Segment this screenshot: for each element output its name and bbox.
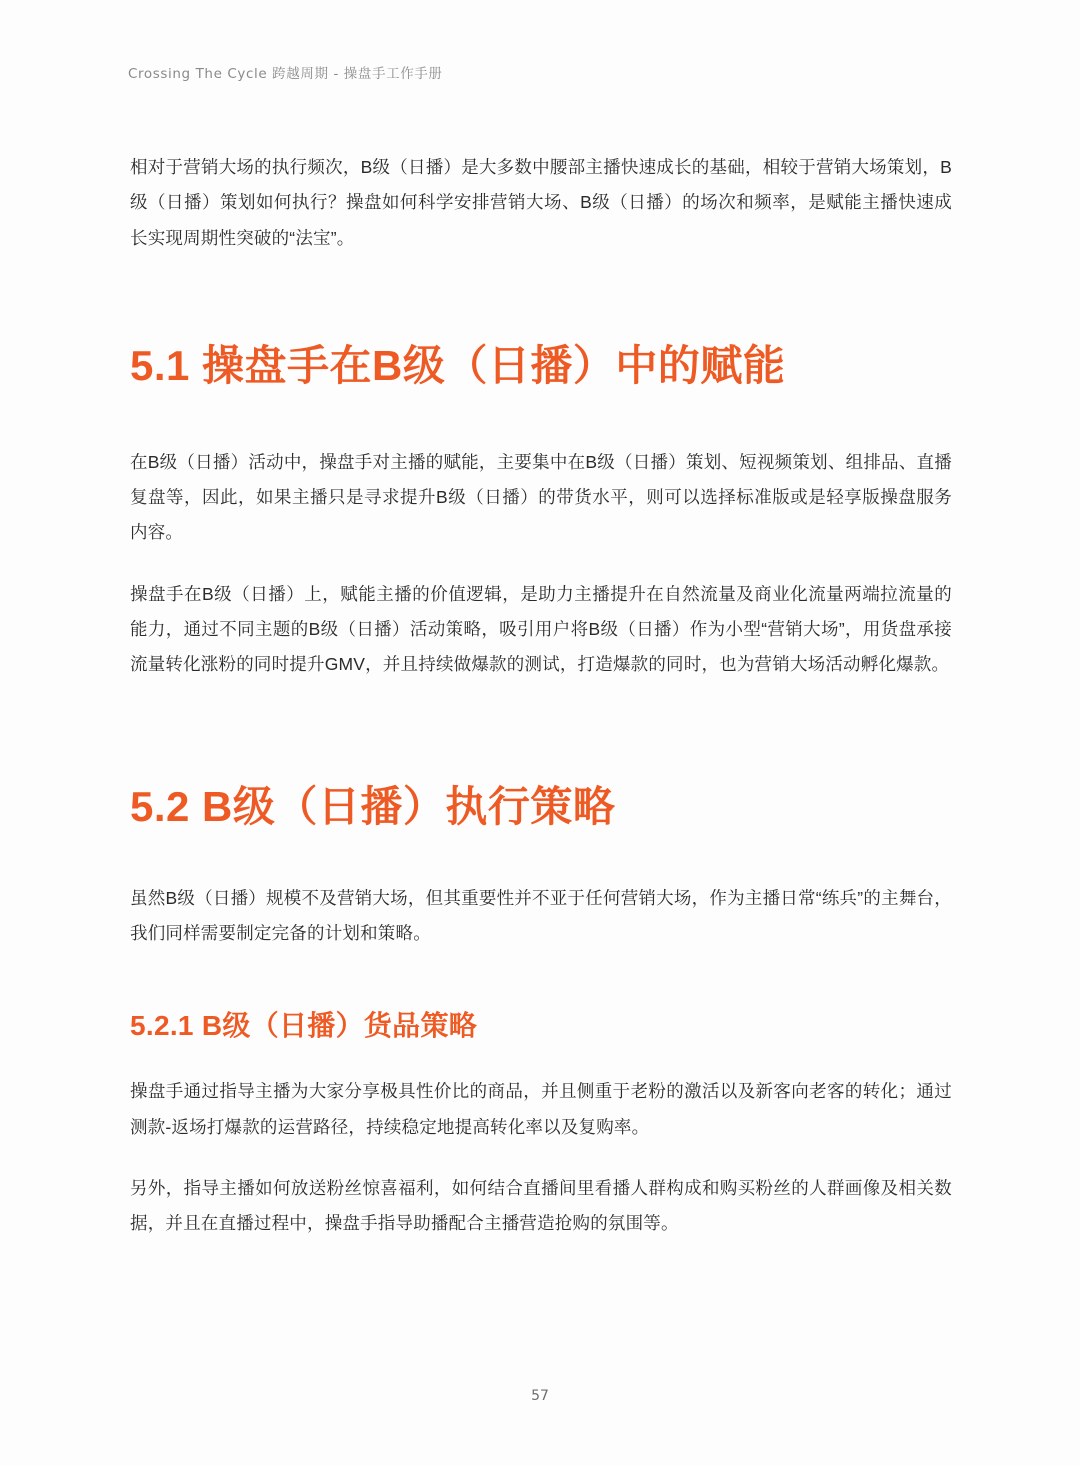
heading-5-1: 5.1 操盘手在B级（日播）中的赋能	[130, 342, 786, 390]
heading-5-2: 5.2 B级（日播）执行策略	[130, 782, 616, 830]
paragraph-5-2-1: 虽然B级（日播）规模不及营销大场，但其重要性并不亚于任何营销大场，作为主播日常“练兵”的主舞台，我们同样需要制定完备的计划和策略。	[130, 888, 952, 944]
paragraph-5-2-1-2: 另外，指导主播如何放送粉丝惊喜福利，如何结合直播间里看播人群构成和购买粉丝的人群画像及相关数据，并且在直播过程中，操盘手指导助播配合主播营造抢购的氛围等。	[130, 1177, 952, 1234]
paragraph-5-1-2: 操盘手在B级（日播）上，赋能主播的价值逻辑，是助力主播提升在自然流量及商业化流量两端拉流量的能力，通过不同主题的B级（日播）活动策略，吸引用户将B级（日播）作为小型“营销大场”，用货盘承接流量转化涨粉的同时提升GMV，并且持续做爆款的测试，打造爆款的同时，也为营销大场活动孵化爆款。	[130, 583, 952, 675]
paragraph-5-1-1: 在B级（日播）活动中，操盘手对主播的赋能，主要集中在B级（日播）策划、短视频策划、组排品、直播复盘等，因此，如果主播只是寻求提升B级（日播）的带货水平，则可以选择标准版或是轻享版操盘服务内容。	[130, 451, 952, 543]
intro-paragraph: 相对于营销大场的执行频次，B级（日播）是大多数中腰部主播快速成长的基础，相较于营销大场策划，B级（日播）策划如何执行？操盘如何科学安排营销大场、B级（日播）的场次和频率，是赋能主播快速成长实现周期性突破的“法宝”。	[130, 157, 952, 248]
running-header: Crossing The Cycle 跨越周期 - 操盘手工作手册	[128, 66, 443, 82]
spacer	[130, 709, 952, 781]
spacer	[130, 833, 952, 881]
spacer	[130, 393, 952, 445]
spacer	[130, 1044, 952, 1074]
page-content	[130, 150, 952, 1268]
paragraph-5-2-1-1: 操盘手通过指导主播为大家分享极具性价比的商品，并且侧重于老粉的激活以及新客向老客的转化；通过测款-返场打爆款的运营路径，持续稳定地提高转化率以及复购率。	[130, 1081, 952, 1137]
spacer	[130, 282, 952, 340]
spacer	[130, 978, 952, 1008]
heading-5-2-1: 5.2.1 B级（日播）货品策略	[130, 1009, 478, 1041]
page-number: 57	[531, 1388, 549, 1404]
